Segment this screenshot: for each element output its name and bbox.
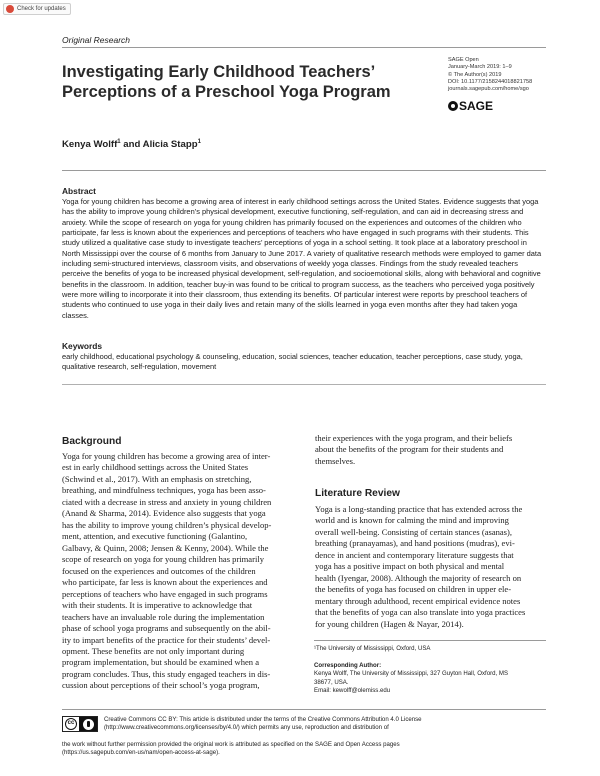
literature-review-heading: Literature Review (315, 488, 400, 499)
literature-review-body (315, 504, 525, 630)
background-heading: Background (62, 436, 122, 447)
by-icon (79, 717, 97, 731)
background-body (62, 451, 271, 692)
section-label: Original Research (62, 35, 131, 45)
check-for-updates-badge[interactable] (3, 3, 71, 15)
body-divider (62, 384, 546, 385)
background-line: focused on the experiences and outcomes of the children (62, 565, 256, 576)
journal-site[interactable]: journals.sagepub.com/home/sgo (448, 86, 529, 93)
background-line: teachers have an invaluable role during the implementation (62, 611, 265, 622)
background-line: (Schwind et al., 2017). With an emphasis on stretching, (62, 473, 252, 484)
corresponding-author-email[interactable]: Email: kewolff@olemiss.edu (314, 686, 391, 694)
background-continued (315, 433, 512, 467)
cc-icon: cc (63, 717, 79, 731)
author-2-affil: 1 (197, 139, 201, 145)
license-line-1: Creative Commons CC BY: This article is distributed under the terms of the Creative Commons Attribution 4.0 License (104, 716, 422, 723)
sage-logo-icon (448, 101, 458, 111)
background-line: est in early childhood settings across the United States (62, 462, 249, 473)
corresponding-author-address-2: 38677, USA. (314, 678, 349, 686)
background-line: Galbavy, & Quinn, 2008; Jensen & Kenny, 2004). While the (62, 542, 269, 553)
background-continued-line: their experiences with the yoga program, and their beliefs (315, 433, 513, 443)
license-line-4[interactable]: (https://us.sagepub.com/en-us/nam/open-access-at-sage). (62, 749, 220, 757)
affiliation-footnote: ¹The University of Mississippi, Oxford, USA (314, 645, 431, 652)
journal-issue: January-March 2019: 1–9 (448, 64, 512, 71)
literature-line: world and is known for calming the mind and improving (315, 515, 509, 526)
background-line: ment, attention, and executive functioning (Galantino, (62, 531, 248, 542)
cc-by-badge[interactable] (62, 716, 98, 732)
article-title (62, 62, 422, 102)
footnote-divider (314, 640, 546, 641)
corresponding-author-address-1: Kenya Wolff, The University of Mississippi, 327 Guyton Hall, Oxford, MS (314, 670, 509, 678)
background-continued-line: themselves. (315, 455, 356, 466)
journal-name: SAGE Open (448, 57, 479, 63)
check-for-updates-label: Check for updates (17, 6, 66, 12)
header-divider (62, 47, 546, 48)
background-line: ciated with a decrease in stress and anxiety in young children (62, 496, 272, 507)
background-line: perceptions of teachers who have engaged in such programs (62, 588, 268, 599)
keywords-heading: Keywords (62, 341, 103, 351)
background-line: has the ability to improve young children’s physical develop- (62, 519, 272, 530)
literature-line: overall well-being. Consisting of certain stances (asanas), (315, 526, 512, 537)
background-line: breathing, and mindfulness techniques, yoga has been asso- (62, 485, 266, 496)
background-line: Yoga for young children has become a growing area of inter- (62, 451, 271, 461)
abstract-divider (62, 170, 546, 171)
author-1: Kenya Wolff (62, 139, 118, 151)
background-line: phase of school yoga programs and subsequently on the abil- (62, 623, 271, 634)
background-line: program concludes. Thus, this study engaged teachers in dis- (62, 668, 271, 679)
literature-line: that the benefits of yoga can also translate into yoga practices (315, 607, 526, 618)
author-line (62, 139, 201, 150)
literature-line: health (Iyengar, 2008). Although the majority of research on (315, 572, 522, 583)
license-text-bottom (62, 741, 400, 758)
literature-line: for young children (Hagen & Nayar, 2014). (315, 618, 464, 629)
literature-line: dence in ancient and contemporary literature suggests that (315, 549, 514, 560)
doi[interactable]: DOI: 10.1177/2158244018821758 (448, 78, 533, 85)
background-line: opment. These benefits are not only important during (62, 645, 245, 656)
background-line: ity to impart benefits of the practice for their students’ devel- (62, 634, 271, 645)
copyright: © The Author(s) 2019 (448, 71, 502, 78)
update-icon (6, 5, 14, 13)
literature-line: mentary through adulthood, recent empirical evidence notes (315, 595, 521, 606)
correspondence (314, 662, 508, 695)
title-line-2: Perceptions of a Preschool Yoga Program (62, 83, 391, 101)
abstract-heading: Abstract (62, 186, 96, 196)
literature-line: yoga has a positive impact on both physical and mental (315, 561, 505, 572)
license-line-3: the work without further permission provided the original work is attributed as specified on the SAGE and Open Access pages (62, 741, 400, 748)
license-line-2[interactable]: (http://www.creativecommons.org/licenses/by/4.0/) which permits any use, reproduction and distribution of (104, 724, 389, 732)
author-1-affil: 1 (117, 139, 121, 145)
license-text-top (104, 716, 422, 733)
background-line: with their students. It is imperative to acknowledge that (62, 600, 253, 611)
journal-meta (448, 57, 532, 93)
license-divider (62, 709, 546, 710)
background-line: who participate, far less is known about the experiences and (62, 577, 268, 588)
background-line: program implementation, but should be examined when a (62, 657, 260, 668)
background-line: cussion about perceptions of their school’s yoga program, (62, 680, 260, 691)
background-line: (Anand & Sharma, 2014). Evidence also suggests that yoga (62, 508, 266, 519)
title-line-1: Investigating Early Childhood Teachers’ (62, 63, 376, 81)
literature-line: Yoga is a long-standing practice that has extended across the (315, 504, 523, 514)
background-line: scope of research on yoga for young children has primarily (62, 554, 264, 565)
abstract-text: Yoga for young children has become a growing area of interest in early childhood settings across the United States. Evidence suggests that yoga has the ability to improve young children’s physical development, executive functioning, self-regulation, and can aid in decreasing stress and anxiety. While the scope of research on yoga for young children has primarily focused on the experiences and outcomes of the children who participate, far less is known about the experiences and perceptions of teachers who have engaged in such programs with their students. This study utilized a qualitative case study to investigate teachers’ perceptions of yoga in a school setting. It took place at a laboratory preschool in North Mississippi over the course of 6 months from January to June 2017. A variety of qualitative research methods were employed to gamer data including semi-structured interviews, classroom visits, and observations of weekly yoga classes. Findings from the study revealed teachers perceive the benefits of yoga to be increased physical development, self-regulation, and socioemotional skills, along with behavioral and cognitive benefits in the classroom. In addition, teacher buy-in was found to be critical to program success, as the teachers who perceived yoga positively were more willing to incorporate it into their classroom, thus extending its benefits. Of particular interest were reports by preschool teachers of students who continued to use yoga in their daily lives and retain many of the skills learned in yoga even months after they had taken yoga classes. (62, 197, 542, 320)
literature-line: the benefits of yoga has focused on children in upper ele- (315, 584, 512, 595)
sage-logo (448, 99, 493, 113)
keywords-text: early childhood, educational psychology & counseling, education, social sciences, teacher education, teacher perceptions, case study, yoga, qualitative research, self-regulation, movement (62, 352, 523, 372)
literature-line: breathing (pranayamas), and hand positions (mudras), evi- (315, 538, 515, 549)
corresponding-author-label: Corresponding Author: (314, 662, 382, 669)
sage-logo-text: SAGE (459, 99, 494, 113)
author-separator: and (120, 139, 143, 151)
author-2: Alicia Stapp (142, 139, 198, 151)
background-continued-line: about the benefits of the program for their students and (315, 444, 504, 455)
